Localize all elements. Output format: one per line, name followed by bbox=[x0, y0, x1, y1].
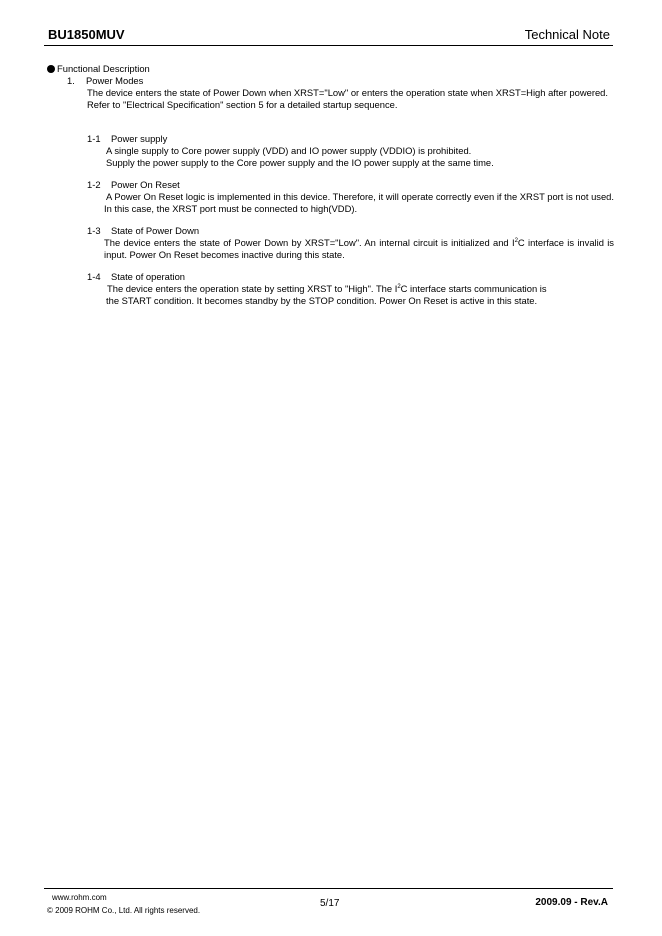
section-title: Functional Description bbox=[57, 63, 150, 74]
subsection-number: 1-3 bbox=[87, 225, 101, 236]
subsection-title: State of operation bbox=[111, 271, 186, 282]
body-text: C interface is invalid is input. Power On Reset becomes inactive during this state. bbox=[104, 237, 614, 260]
subsection-heading bbox=[87, 271, 185, 283]
subsection-heading bbox=[87, 225, 199, 237]
subsection-number: 1-1 bbox=[87, 133, 101, 144]
document-title: BU1850MUV bbox=[48, 27, 125, 42]
footer-divider bbox=[44, 888, 613, 889]
body-line bbox=[106, 283, 614, 295]
subsection-number: 1-2 bbox=[87, 179, 101, 190]
intro-line: The device enters the state of Power Down when XRST="Low" or enters the operation state when XRST=High after powered. bbox=[87, 87, 608, 98]
subsection-heading bbox=[87, 179, 180, 191]
subsection-title: Power On Reset bbox=[111, 179, 180, 190]
header-divider bbox=[44, 45, 613, 46]
superscript: 2 bbox=[397, 284, 401, 290]
body-line: Supply the power supply to the Core power supply and the IO power supply at the same time. bbox=[106, 156, 494, 168]
intro-line: Refer to "Electrical Specification" section 5 for a detailed startup sequence. bbox=[87, 98, 398, 110]
section-heading bbox=[47, 63, 150, 75]
subsection-title: State of Power Down bbox=[111, 225, 200, 236]
page-number: 5/17 bbox=[320, 898, 340, 909]
revision-label: 2009.09 - Rev.A bbox=[535, 897, 608, 908]
intro-paragraph bbox=[87, 87, 614, 110]
item-title: Power Modes bbox=[86, 75, 144, 86]
body-line: the START condition. It becomes standby by the STOP condition. Power On Reset is active in this state. bbox=[106, 294, 538, 306]
copyright-notice: © 2009 ROHM Co., Ltd. All rights reserved. bbox=[47, 906, 201, 915]
subsection-body bbox=[106, 283, 614, 306]
bullet-icon bbox=[47, 65, 55, 73]
subsection-number: 1-4 bbox=[87, 271, 101, 282]
subsection-heading bbox=[87, 133, 167, 145]
document-type: Technical Note bbox=[524, 27, 610, 42]
body-text: The device enters the operation state by setting XRST to "High". The I bbox=[107, 283, 398, 294]
subsection-title: Power supply bbox=[111, 133, 168, 144]
body-line: A single supply to Core power supply (VDD) and IO power supply (VDDIO) is prohibited. bbox=[106, 145, 472, 156]
website-link[interactable]: www.rohm.com bbox=[52, 893, 107, 902]
item-heading bbox=[67, 75, 143, 87]
subsection-body bbox=[104, 237, 614, 260]
superscript: 2 bbox=[514, 238, 518, 244]
subsection-body bbox=[106, 145, 614, 168]
body-text: C interface starts communication is bbox=[400, 283, 547, 294]
item-number: 1. bbox=[67, 75, 75, 86]
body-text: The device enters the state of Power Down by XRST="Low". An internal circuit is initialized and I bbox=[104, 237, 515, 248]
subsection-body: A Power On Reset logic is implemented in this device. Therefore, it will operate correctly even if the XRST port is not used. In this case, the XRST port must be connected to high(VDD). bbox=[104, 191, 614, 214]
